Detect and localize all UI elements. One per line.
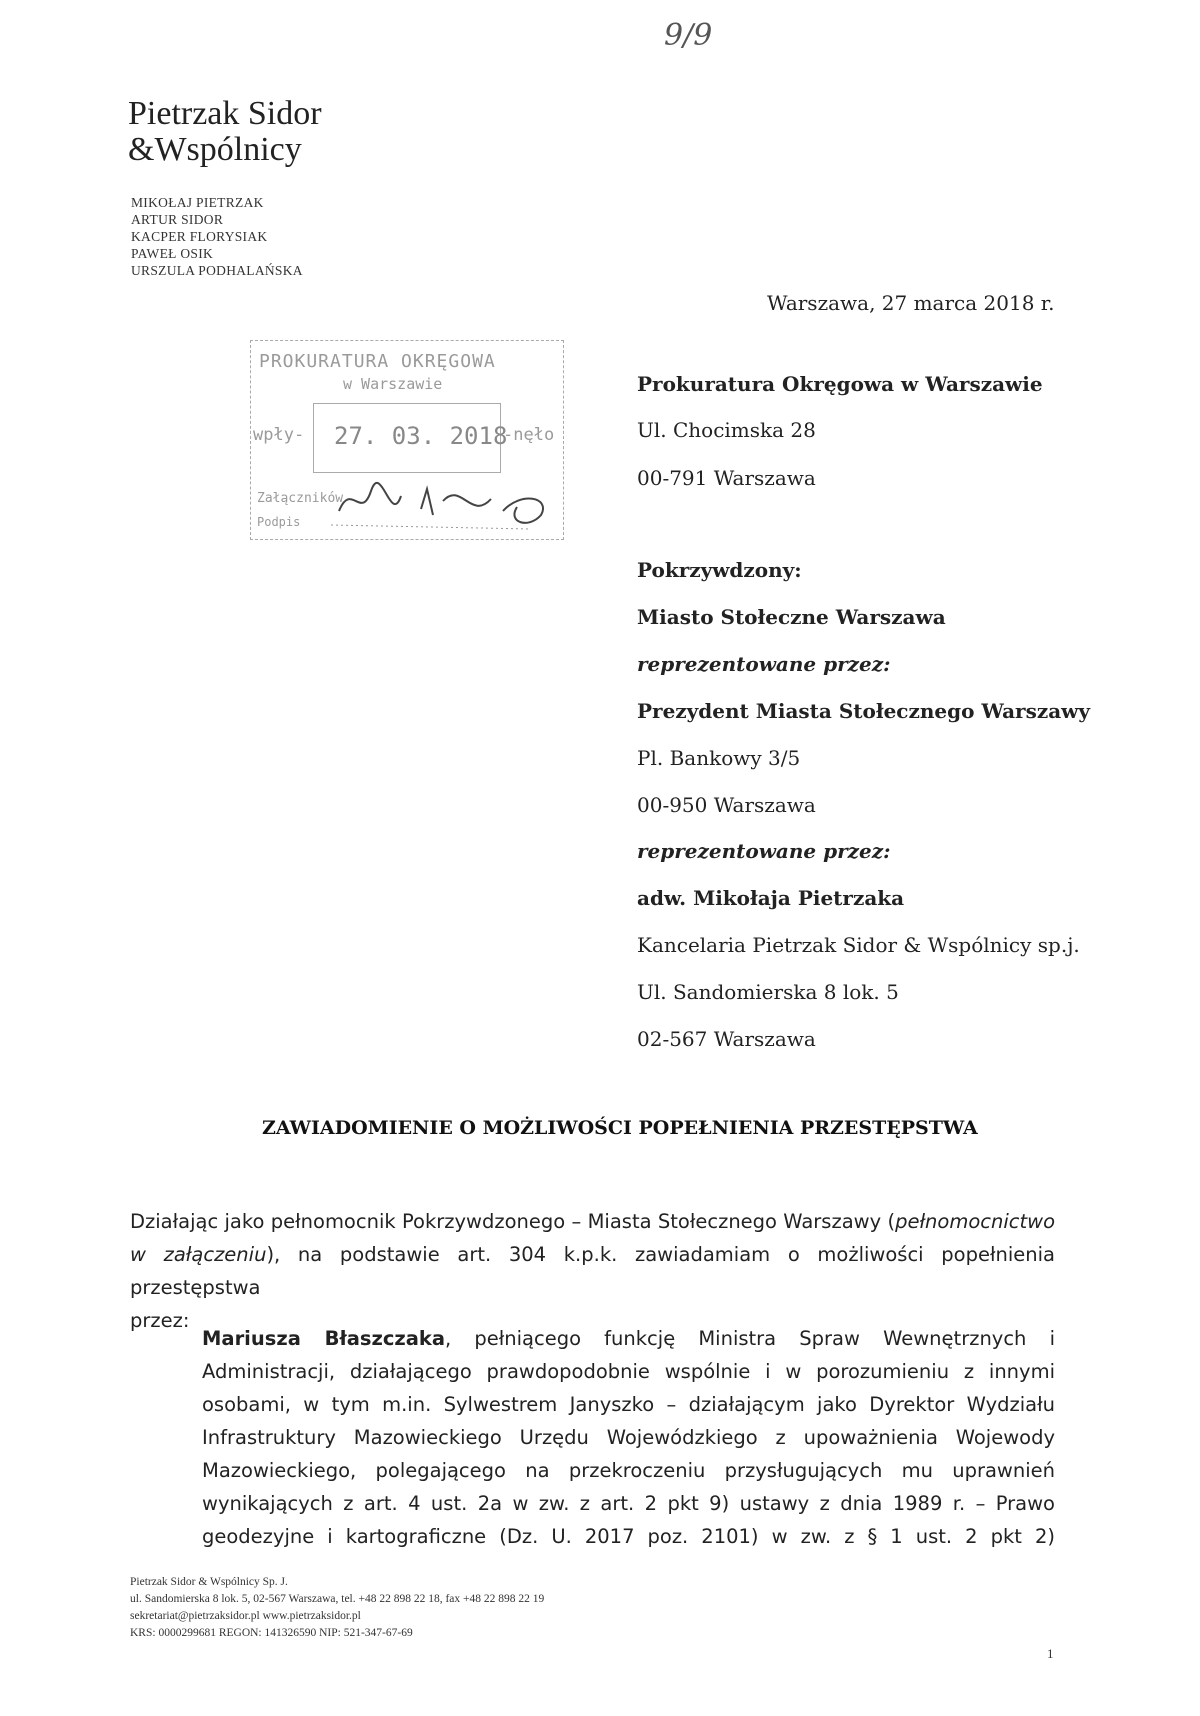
stamp-signature-label: Podpis xyxy=(257,515,301,529)
partner-name: PAWEŁ OSIK xyxy=(131,246,214,261)
letter-footer xyxy=(130,1574,544,1642)
recipient-name: Prokuratura Okręgowa w Warszawie xyxy=(637,372,1043,396)
rep1-name: Prezydent Miasta Stołecznego Warszawy xyxy=(637,699,1091,723)
injured-header: Pokrzywdzony: xyxy=(637,558,802,582)
rep1-city: 00-950 Warszawa xyxy=(637,793,816,817)
logo-line-1: Pietrzak Sidor xyxy=(128,95,322,132)
stamp-office: PROKURATURA OKRĘGOWA xyxy=(259,351,496,372)
accused-line-2: Administracji, działającego prawdopodobnie wspólnie i w porozumieniu z innymi xyxy=(202,1360,1055,1383)
injured-name: Miasto Stołeczne Warszawa xyxy=(637,605,946,629)
intro-line-2: w załączeniu), na podstawie art. 304 k.p.k. zawiadamiam o możliwości popełnienia przestępstwa xyxy=(130,1243,1055,1299)
handwritten-page-mark: 9/9 xyxy=(664,18,713,53)
represented-by-1: reprezentowane przez: xyxy=(637,652,891,676)
stamp-received-suffix: -nęło xyxy=(503,425,555,445)
document-title: ZAWIADOMIENIE O MOŻLIWOŚCI POPEŁNIENIA PRZESTĘPSTWA xyxy=(262,1117,978,1139)
accused-line-3: osobami, w tym m.in. Sylwestrem Janyszko – działającym jako Dyrektor Wydziału xyxy=(202,1393,1055,1416)
intro-paragraph xyxy=(130,1205,1055,1337)
partner-name: URSZULA PODHALAŃSKA xyxy=(131,263,303,278)
stamp-attachments: Załączników xyxy=(257,491,344,506)
letter-date: Warszawa, 27 marca 2018 r. xyxy=(767,291,1055,315)
partner-name: MIKOŁAJ PIETRZAK xyxy=(131,195,264,210)
partner-name: ARTUR SIDOR xyxy=(131,212,224,227)
partner-name: KACPER FLORYSIAK xyxy=(131,229,268,244)
footer-company: Pietrzak Sidor & Wspólnicy Sp. J. xyxy=(130,1576,288,1588)
accused-paragraph xyxy=(202,1322,1055,1553)
accused-line-7: geodezyjne i kartograficzne (Dz. U. 2017 poz. 2101) w zw. z § 1 ust. 2 pkt 2) xyxy=(202,1525,1055,1548)
intro-line-1: Działając jako pełnomocnik Pokrzywdzonego – Miasta Stołecznego Warszawy (pełnomocnictwo xyxy=(130,1210,1055,1233)
page-number: 1 xyxy=(1047,1646,1054,1661)
recipient-city: 00-791 Warszawa xyxy=(637,466,816,490)
rep1-street: Pl. Bankowy 3/5 xyxy=(637,746,801,770)
intro-line-3: przez: xyxy=(130,1309,190,1332)
footer-contact: sekretariat@pietrzaksidor.pl www.pietrzaksidor.pl xyxy=(130,1610,361,1622)
footer-address: ul. Sandomierska 8 lok. 5, 02-567 Warszawa, tel. +48 22 898 22 18, fax +48 22 898 22 19 xyxy=(130,1593,545,1605)
accused-line-1: Mariusza Błaszczaka, pełniącego funkcję Ministra Spraw Wewnętrznych i xyxy=(202,1327,1055,1350)
recipient-street: Ul. Chocimska 28 xyxy=(637,418,816,442)
firm-logo xyxy=(128,96,322,168)
registry-stamp xyxy=(250,340,564,540)
represented-by-2: reprezentowane przez: xyxy=(637,839,891,863)
accused-line-6: wynikających z art. 4 ust. 2a w zw. z art. 2 pkt 9) ustawy z dnia 1989 r. – Prawo xyxy=(202,1492,1055,1515)
stamp-received-label: wpły- xyxy=(253,425,305,445)
logo-line-2: &Wspólnicy xyxy=(128,131,302,168)
stamp-city: w Warszawie xyxy=(343,375,443,393)
partners-list xyxy=(131,194,303,279)
accused-line-4: Infrastruktury Mazowieckiego Urzędu Wojewódzkiego z upoważnienia Wojewody xyxy=(202,1426,1055,1449)
footer-registry: KRS: 0000299681 REGON: 141326590 NIP: 521-347-67-69 xyxy=(130,1627,413,1639)
accused-line-5: Mazowieckiego, polegającego na przekroczeniu przysługujących mu uprawnień xyxy=(202,1459,1055,1482)
rep2-city: 02-567 Warszawa xyxy=(637,1027,816,1051)
stamp-date: 27. 03. 2018 xyxy=(334,422,508,450)
stamp-date-box xyxy=(313,403,508,473)
signature-scribble xyxy=(331,471,561,537)
rep2-street: Ul. Sandomierska 8 lok. 5 xyxy=(637,980,899,1004)
rep2-name: adw. Mikołaja Pietrzaka xyxy=(637,886,905,910)
rep2-firm: Kancelaria Pietrzak Sidor & Wspólnicy sp.j. xyxy=(637,933,1080,957)
